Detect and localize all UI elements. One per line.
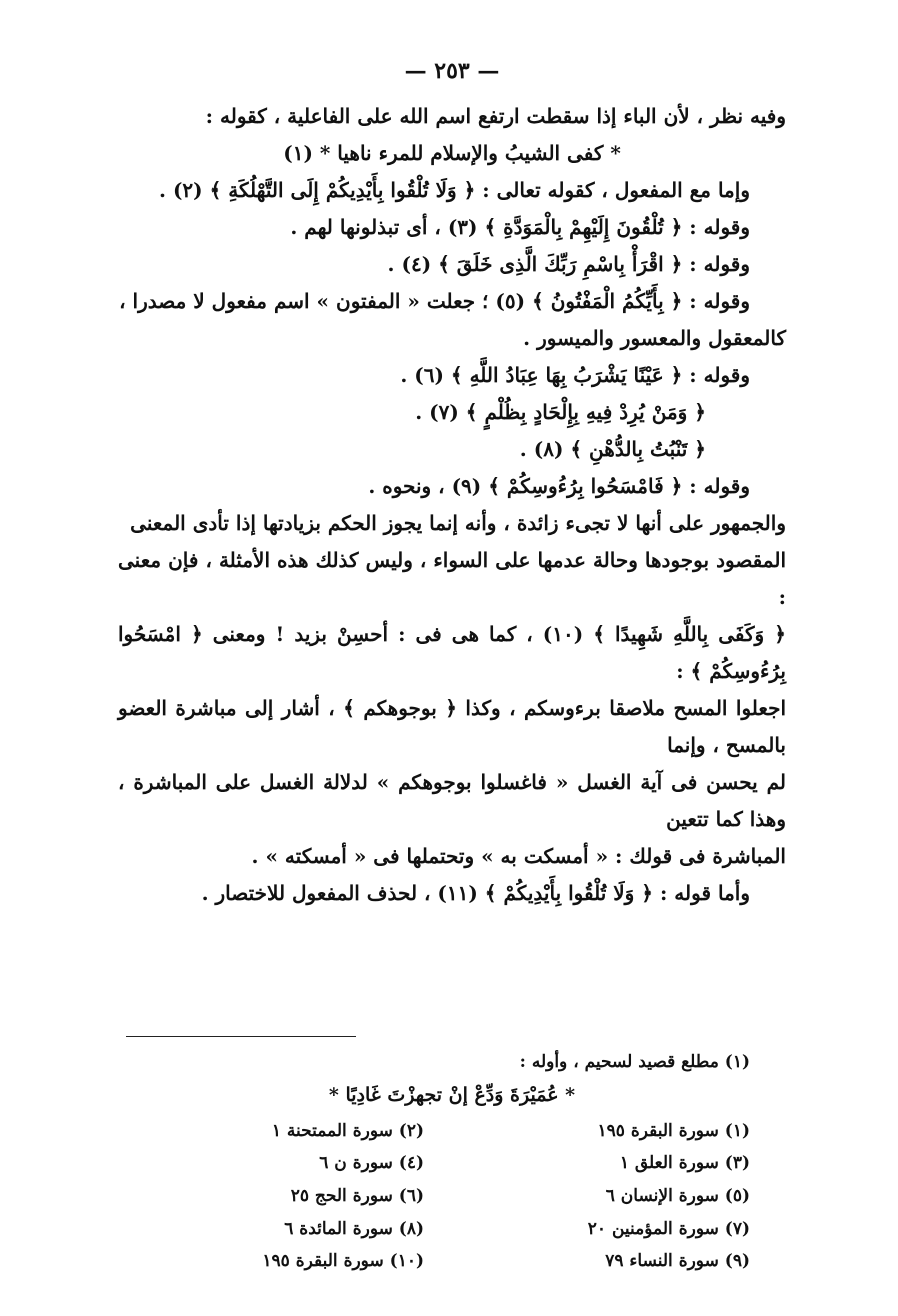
text-line-8: وقوله : ﴿ عَيْنًا يَشْرَبُ بِهَا عِبَادُ اللَّهِ ﴾ (٦) . <box>400 363 750 387</box>
footnote-item: (٨) سورة المائدة ٦ <box>284 1218 424 1239</box>
footnote-list <box>118 1116 786 1277</box>
text-line-7: كالمعقول والمعسور والميسور . <box>523 326 786 350</box>
footnote-item: (٢) سورة الممتحنة ١ <box>271 1120 424 1141</box>
footnote-intro: (١) مطلع قصيد لسحيم ، وأوله : <box>519 1052 750 1072</box>
text-line-14: ﴿ وَكَفَى بِاللَّهِ شَهِيدًا ﴾ (١٠) ، كما هى فى : أحسِنْ بزيد ! ومعنى ﴿ امْسَحُوا بِرُءُوسِكُمْ ﴾ : <box>118 622 786 683</box>
footnote-item: (١) سورة البقرة ١٩٥ <box>597 1120 750 1141</box>
footnote-item: (٥) سورة الإنسان ٦ <box>605 1185 750 1206</box>
footnote-item: (٤) سورة ن ٦ <box>319 1153 424 1174</box>
text-line-11: وقوله : ﴿ فَامْسَحُوا بِرُءُوسِكُمْ ﴾ (٩) ، ونحوه . <box>368 474 750 498</box>
footnote-item: (٦) سورة الحج ٢٥ <box>290 1185 424 1206</box>
footnote-verse: * عُمَيْرَةَ وَدِّعْ إنْ تجهزْتَ غَادِيًا * <box>328 1083 576 1106</box>
text-line-5: وقوله : ﴿ اقْرَأْ بِاسْمِ رَبِّكَ الَّذِى خَلَقَ ﴾ (٤) . <box>387 252 750 276</box>
footnotes <box>118 1047 786 1277</box>
text-line-16: لم يحسن فى آية الغسل « فاغسلوا بوجوهكم » لدلالة الغسل على المباشرة ، وهذا كما تتعين <box>118 770 786 831</box>
page-number: — ٢٥٣ — <box>404 58 500 84</box>
text-line-12: والجمهور على أنها لا تجىء زائدة ، وأنه إنما يجوز الحكم بزيادتها إذا تأدى المعنى <box>130 511 786 535</box>
main-text <box>118 98 786 1028</box>
footnote-item: (١٠) سورة البقرة ١٩٥ <box>262 1251 424 1272</box>
text-line-18: وأما قوله : ﴿ وَلَا تُلْقُوا بِأَيْدِيكُمْ ﴾ (١١) ، لحذف المفعول للاختصار . <box>201 881 750 905</box>
text-line-9: ﴿ وَمَنْ يُرِدْ فِيهِ بِإِلْحَادٍ بِظُلْمٍ ﴾ (٧) . <box>415 400 706 424</box>
text-line-1: وفيه نظر ، لأن الباء إذا سقطت ارتفع اسم الله على الفاعلية ، كقوله : <box>205 104 786 128</box>
text-line-15: اجعلوا المسح ملاصقا برءوسكم ، وكذا ﴿ بوجوهكم ﴾ ، أشار إلى مباشرة العضو بالمسح ، وإنما <box>118 696 786 757</box>
footnote-item: (٧) سورة المؤمنين ٢٠ <box>587 1218 750 1239</box>
text-line-17: المباشرة فى قولك : « أمسكت به » وتحتملها فى « أمسكته » . <box>251 844 786 868</box>
text-line-6: وقوله : ﴿ بِأَيِّكُمُ الْمَفْتُونُ ﴾ (٥) ؛ جعلت « المفتون » اسم مفعول لا مصدرا ، <box>119 289 750 313</box>
text-line-3: وإما مع المفعول ، كقوله تعالى : ﴿ وَلَا تُلْقُوا بِأَيْدِيكُمْ إِلَى التَّهْلُكَةِ ﴾ (٢) . <box>159 178 750 202</box>
footnote-item: (٣) سورة العلق ١ <box>619 1153 750 1174</box>
footnote-item: (٩) سورة النساء ٧٩ <box>605 1251 750 1272</box>
text-line-13: المقصود بوجودها وحالة عدمها على السواء ، وليس كذلك هذه الأمثلة ، فإن معنى : <box>118 548 786 609</box>
poem-verse: * كفى الشيبُ والإسلام للمرء ناهيا * (١) <box>283 141 621 165</box>
footnote-divider <box>126 1036 356 1037</box>
text-line-10: ﴿ تَنْبُتُ بِالدُّهْنِ ﴾ (٨) . <box>519 437 706 461</box>
text-line-4: وقوله : ﴿ تُلْقُونَ إِلَيْهِمْ بِالْمَوَدَّةِ ﴾ (٣) ، أى تبذلونها لهم . <box>290 215 750 239</box>
